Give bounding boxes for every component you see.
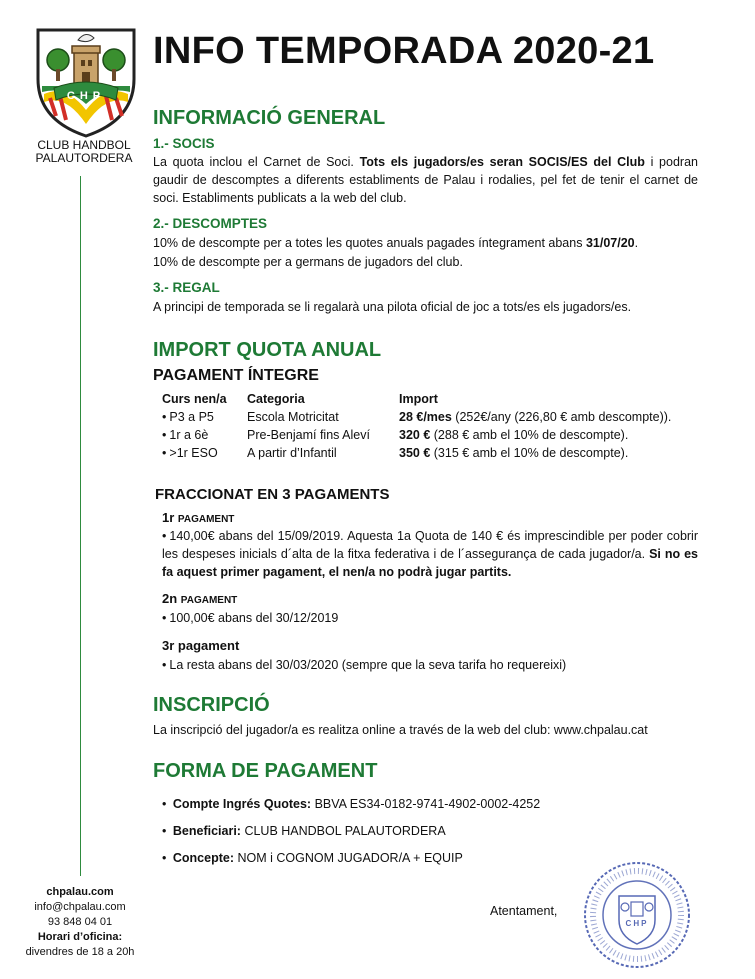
socis-text <box>153 153 698 207</box>
row-categoria: Escola Motricitat <box>247 410 339 424</box>
table-row <box>162 446 671 464</box>
col-header-categoria: Categoria <box>247 392 305 406</box>
descomptes-line1 <box>153 234 638 252</box>
socis-text-a: La quota inclou el Carnet de Soci. <box>153 155 360 169</box>
section-heading-forma: FORMA DE PAGAMENT <box>153 760 378 782</box>
quota-table-header <box>162 392 671 410</box>
row-curs: • 1r a 6è <box>162 428 247 446</box>
pagament3-heading: 3r pagament <box>162 638 240 653</box>
row-curs: • P3 a P5 <box>162 410 247 428</box>
pagament1-text-a: • 140,00€ abans del 15/09/2019. Aquesta 1a Quota de 140 € és imprescindible per poder cobrir les despeses inicials d´alta de la fitxa federativa i de l´assegurança de cada jugador/a. <box>162 529 698 561</box>
contact-hours-label: Horari d’oficina: <box>37 931 123 943</box>
pagament1-text <box>162 527 698 581</box>
row-import <box>399 410 671 428</box>
pagament3-text: • La resta abans del 30/03/2020 (sempre que la seva tarifa ho requereixi) <box>162 656 566 674</box>
contact-hours: divendres de 18 a 20h <box>25 946 135 958</box>
row-import-bold: 350 € <box>399 446 431 460</box>
row-import-rest: (288 € amb el 10% de descompte). <box>430 428 629 442</box>
forma-item-label: Beneficiari: <box>172 824 241 838</box>
section-heading-general: INFORMACIÓ GENERAL <box>153 107 386 129</box>
club-name-line1: CLUB HANDBOL <box>37 138 131 152</box>
club-stamp <box>582 860 692 970</box>
fraccionat-heading: FRACCIONAT EN 3 PAGAMENTS <box>155 486 390 503</box>
socis-text-bold: Tots els jugadors/es seran SOCIS/ES del Club <box>359 155 645 169</box>
forma-item-label: Concepte: <box>172 851 234 865</box>
forma-item-label: Compte Ingrés Quotes: <box>172 797 312 811</box>
socis-heading: 1.- SOCIS <box>153 136 215 151</box>
pagament1-num: 1r <box>162 510 175 525</box>
pagament1-heading <box>162 510 234 525</box>
row-curs: • >1r ESO <box>162 446 247 464</box>
integre-heading: PAGAMENT ÍNTEGRE <box>153 367 319 384</box>
descomptes-line1-a: 10% de descompte per a totes les quotes anuals pagades íntegrament abans <box>153 236 586 250</box>
forma-item-value: NOM i COGNOM JUGADOR/A + EQUIP <box>234 851 463 865</box>
logo-letters: CHP <box>66 90 106 102</box>
descomptes-heading: 2.- DESCOMPTES <box>153 216 268 231</box>
table-row <box>162 428 671 446</box>
forma-item-beneficiari <box>162 822 446 840</box>
row-import-rest: (315 € amb el 10% de descompte). <box>430 446 629 460</box>
descomptes-date: 31/07/20 <box>585 236 635 250</box>
pagament2-heading <box>162 591 237 606</box>
regal-text: A principi de temporada se li regalarà una pilota oficial de joc a tots/es els jugadors/es. <box>153 300 632 314</box>
section-heading-quota: IMPORT QUOTA ANUAL <box>153 339 382 361</box>
pagament1-text-bold: Si no es fa aquest primer pagament, el nen/a no podrà jugar partits. <box>162 547 698 579</box>
club-name-line2: PALAUTORDERA <box>35 151 133 165</box>
quota-table <box>162 392 671 464</box>
row-import-bold: 320 € <box>399 428 431 442</box>
contact-block <box>0 885 160 960</box>
forma-item-value: BBVA ES34-0182-9741-4902-0002-4252 <box>311 797 541 811</box>
row-import <box>399 446 671 464</box>
closing-text: Atentament, <box>490 904 558 918</box>
inscripcio-text: La inscripció del jugador/a es realitza online a través de la web del club: www.chpalau.cat <box>153 723 648 737</box>
club-logo <box>36 24 136 139</box>
descomptes-line2: 10% de descompte per a germans de jugadors del club. <box>153 255 463 269</box>
col-header-curs: Curs nen/a <box>162 392 227 406</box>
descomptes-line1-c: . <box>634 236 639 250</box>
row-import-bold: 28 €/mes <box>399 410 452 424</box>
pagament2-text: • 100,00€ abans del 30/12/2019 <box>162 609 338 627</box>
row-categoria: Pre-Benjamí fins Aleví <box>247 428 370 442</box>
row-import-rest: (252€/any (226,80 € amb descompte)). <box>451 410 672 424</box>
socis-text-b: i podran gaudir de descomptes a diferents establiments de Palau i rodalies, pel fet de tenir el carnet de soci. Establiments publicats a la web del club. <box>153 155 698 205</box>
section-heading-inscripcio: INSCRIPCIÓ <box>153 694 270 716</box>
forma-item-value: CLUB HANDBOL PALAUTORDERA <box>240 824 446 838</box>
forma-item-concepte <box>162 849 463 867</box>
contact-email[interactable]: info@chpalau.com <box>34 901 126 913</box>
pagament2-num: 2n <box>162 591 178 606</box>
row-categoria: A partir d’Infantil <box>247 446 337 460</box>
sidebar-divider <box>80 176 81 876</box>
pagament1-label: PAGAMENT <box>177 514 235 525</box>
pagament2-label: PAGAMENT <box>180 595 238 606</box>
stamp-letters: CHP <box>625 919 649 928</box>
club-name <box>14 139 154 165</box>
regal-heading: 3.- REGAL <box>153 280 220 295</box>
contact-web[interactable]: chpalau.com <box>46 886 114 898</box>
contact-phone: 93 848 04 01 <box>47 916 113 928</box>
table-row <box>162 410 671 428</box>
forma-item-compte <box>162 795 540 813</box>
page-title: INFO TEMPORADA 2020-21 <box>153 30 655 72</box>
col-header-import: Import <box>399 392 438 406</box>
row-import <box>399 428 671 446</box>
